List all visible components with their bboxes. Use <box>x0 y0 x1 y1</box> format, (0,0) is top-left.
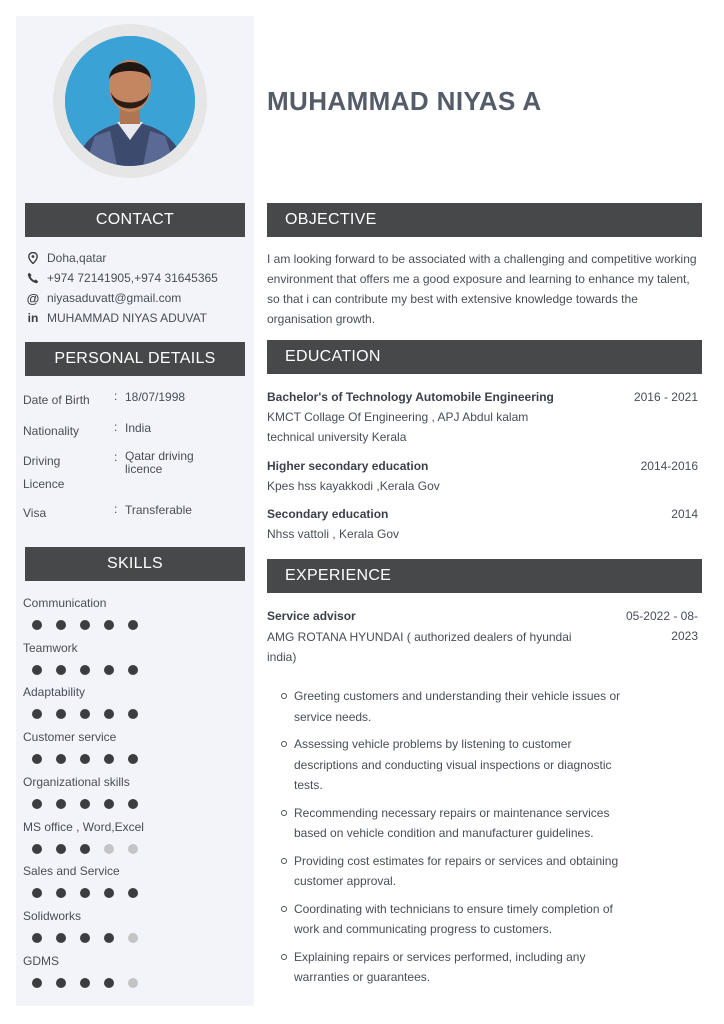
experience-dates: 05-2022 - 08-2023 <box>625 609 698 643</box>
skill-name: Solidworks <box>23 908 82 923</box>
rating-dot-filled <box>80 888 90 898</box>
at-sign-icon: @ <box>26 290 40 306</box>
rating-dot-filled <box>56 620 66 630</box>
duty-item: Recommending necessary repairs or maintenance services based on vehicle condition and manufacturer guidelines. <box>278 803 638 844</box>
rating-dot-filled <box>56 709 66 719</box>
rating-dot-filled <box>56 665 66 675</box>
skill-name: Customer service <box>23 730 117 745</box>
skill-item <box>23 954 243 988</box>
rating-dot-filled <box>104 933 114 943</box>
skill-item <box>23 909 243 943</box>
skill-item <box>23 596 243 630</box>
education-title: Bachelor's of Technology Automobile Engineering <box>267 390 554 404</box>
duty-item: Assessing vehicle problems by listening to customer descriptions and conducting visual inspections or diagnostic tests. <box>278 734 638 796</box>
rating-dot-filled <box>104 799 114 809</box>
rating-dot-filled <box>32 665 42 675</box>
duty-item: Explaining repairs or services performed, including any warranties or guarantees. <box>278 947 638 988</box>
education-item <box>267 504 698 544</box>
rating-dot-filled <box>128 620 138 630</box>
duty-item: Greeting customers and understanding their vehicle issues or service needs. <box>278 686 638 727</box>
rating-dot-filled <box>128 709 138 719</box>
linkedin-link[interactable]: MUHAMMAD NIYAS ADUVAT <box>47 311 208 325</box>
phone-icon <box>25 272 41 284</box>
rating-dot-filled <box>32 978 42 988</box>
skill-rating <box>23 933 243 943</box>
phone-text: +974 72141905,+974 31645365 <box>47 271 218 285</box>
education-dates: 2014-2016 <box>640 459 698 473</box>
licence-value: Qatar driving licence <box>125 449 194 476</box>
rating-dot-filled <box>104 709 114 719</box>
skill-name: Communication <box>23 596 107 610</box>
rating-dot-filled <box>32 709 42 719</box>
skill-item <box>23 730 243 764</box>
map-pin-icon <box>25 252 41 264</box>
rating-dot-filled <box>80 709 90 719</box>
education-dates: 2014 <box>671 507 698 521</box>
rating-dot-filled <box>32 620 42 630</box>
education-item <box>267 456 698 496</box>
rating-dot-filled <box>32 888 42 898</box>
contact-phone <box>25 269 251 287</box>
dob-value: 18/07/1998 <box>125 390 186 404</box>
skill-rating <box>23 888 243 898</box>
skill-rating <box>23 754 243 764</box>
rating-dot-filled <box>32 844 42 854</box>
location-text: Doha,qatar <box>47 251 107 265</box>
education-school: Kpes hss kayakkodi ,Kerala Gov <box>267 479 440 493</box>
nationality-label: Nationality <box>23 424 80 438</box>
rating-dot-empty <box>128 933 138 943</box>
skill-item <box>23 641 243 675</box>
skill-name: GDMS <box>23 953 59 968</box>
skill-item <box>23 685 243 719</box>
rating-dot-filled <box>128 888 138 898</box>
personal-details-heading: PERSONAL DETAILS <box>25 342 245 376</box>
skill-rating <box>23 709 243 719</box>
skill-name: Adaptability <box>23 685 86 700</box>
rating-dot-filled <box>56 799 66 809</box>
experience-company: AMG ROTANA HYUNDAI ( authorized dealers of hyundai india) <box>267 630 572 664</box>
skill-rating <box>23 844 243 854</box>
rating-dot-empty <box>128 844 138 854</box>
experience-duties <box>278 686 638 995</box>
visa-value: Transferable <box>125 503 192 517</box>
contact-location <box>25 249 251 267</box>
profile-photo-frame <box>53 24 207 178</box>
dob-label: Date of Birth <box>23 393 90 407</box>
experience-role: Service advisor <box>267 609 356 623</box>
rating-dot-filled <box>128 665 138 675</box>
skill-item <box>23 820 243 854</box>
skill-item <box>23 775 243 809</box>
rating-dot-empty <box>128 978 138 988</box>
skill-name: Teamwork <box>23 640 78 655</box>
rating-dot-empty <box>104 844 114 854</box>
rating-dot-filled <box>80 620 90 630</box>
rating-dot-filled <box>56 888 66 898</box>
skill-rating <box>23 665 243 675</box>
education-title: Higher secondary education <box>267 459 429 473</box>
skill-name: MS office , Word,Excel <box>23 819 144 834</box>
objective-text: I am looking forward to be associated with a challenging and competitive working environment that offers me a good exposure and learning to enhance my talent, so that i can contribute my best with extensive knowledge towards the organisation growth. <box>267 252 697 326</box>
rating-dot-filled <box>32 799 42 809</box>
rating-dot-filled <box>80 844 90 854</box>
rating-dot-filled <box>104 754 114 764</box>
education-heading: EDUCATION <box>267 340 702 374</box>
visa-label: Visa <box>23 506 47 520</box>
education-dates: 2016 - 2021 <box>633 390 698 404</box>
rating-dot-filled <box>32 754 42 764</box>
licence-label: Driving Licence <box>23 454 65 491</box>
rating-dot-filled <box>104 978 114 988</box>
rating-dot-filled <box>104 620 114 630</box>
rating-dot-filled <box>56 754 66 764</box>
rating-dot-filled <box>128 799 138 809</box>
objective-heading: OBJECTIVE <box>267 203 702 237</box>
skill-name: Sales and Service <box>23 864 120 879</box>
duty-item: Providing cost estimates for repairs or services and obtaining customer approval. <box>278 851 638 892</box>
rating-dot-filled <box>104 665 114 675</box>
rating-dot-filled <box>32 933 42 943</box>
rating-dot-filled <box>104 888 114 898</box>
contact-email[interactable] <box>25 289 251 307</box>
rating-dot-filled <box>80 754 90 764</box>
rating-dot-filled <box>56 978 66 988</box>
sidebar: CONTACT Doha,qatar +974 72141905,+974 31645365 @ niyasaduvatt@gmail.com in MUHAMMAD NIYAS ADUVAT PERSONAL DETAILS Date of Birth : 18/07/1998 Nationality : India Driving Licence : Qatar driving licence Visa : Transferable SKILLS Communication Teamwork Adaptability Customer service Organizational skills MS office , Word,Excel Sales and Service Solidworks GDMS <box>16 16 254 1006</box>
rating-dot-filled <box>56 933 66 943</box>
skill-rating <box>23 620 243 630</box>
skills-heading: SKILLS <box>25 547 245 581</box>
duty-item: Coordinating with technicians to ensure timely completion of work and communicating progress to customers. <box>278 899 638 940</box>
skill-rating <box>23 799 243 809</box>
experience-heading: EXPERIENCE <box>267 559 702 593</box>
linkedin-icon: in <box>27 311 39 325</box>
email-link[interactable]: niyasaduvatt@gmail.com <box>47 291 182 305</box>
rating-dot-filled <box>128 754 138 764</box>
skill-rating <box>23 978 243 988</box>
rating-dot-filled <box>80 933 90 943</box>
rating-dot-filled <box>80 799 90 809</box>
education-item <box>267 387 698 447</box>
education-title: Secondary education <box>267 507 389 521</box>
rating-dot-filled <box>80 665 90 675</box>
full-name: MUHAMMAD NIYAS A <box>267 86 542 116</box>
experience-item <box>267 606 698 667</box>
profile-photo <box>65 36 195 166</box>
education-school: Nhss vattoli , Kerala Gov <box>267 527 400 541</box>
contact-linkedin[interactable] <box>25 309 251 327</box>
nationality-value: India <box>125 421 152 435</box>
rating-dot-filled <box>80 978 90 988</box>
skill-name: Organizational skills <box>23 774 130 789</box>
skill-item <box>23 864 243 898</box>
rating-dot-filled <box>56 844 66 854</box>
education-school: KMCT Collage Of Engineering , APJ Abdul kalam technical university Kerala <box>267 410 529 444</box>
contact-heading: CONTACT <box>25 203 245 237</box>
